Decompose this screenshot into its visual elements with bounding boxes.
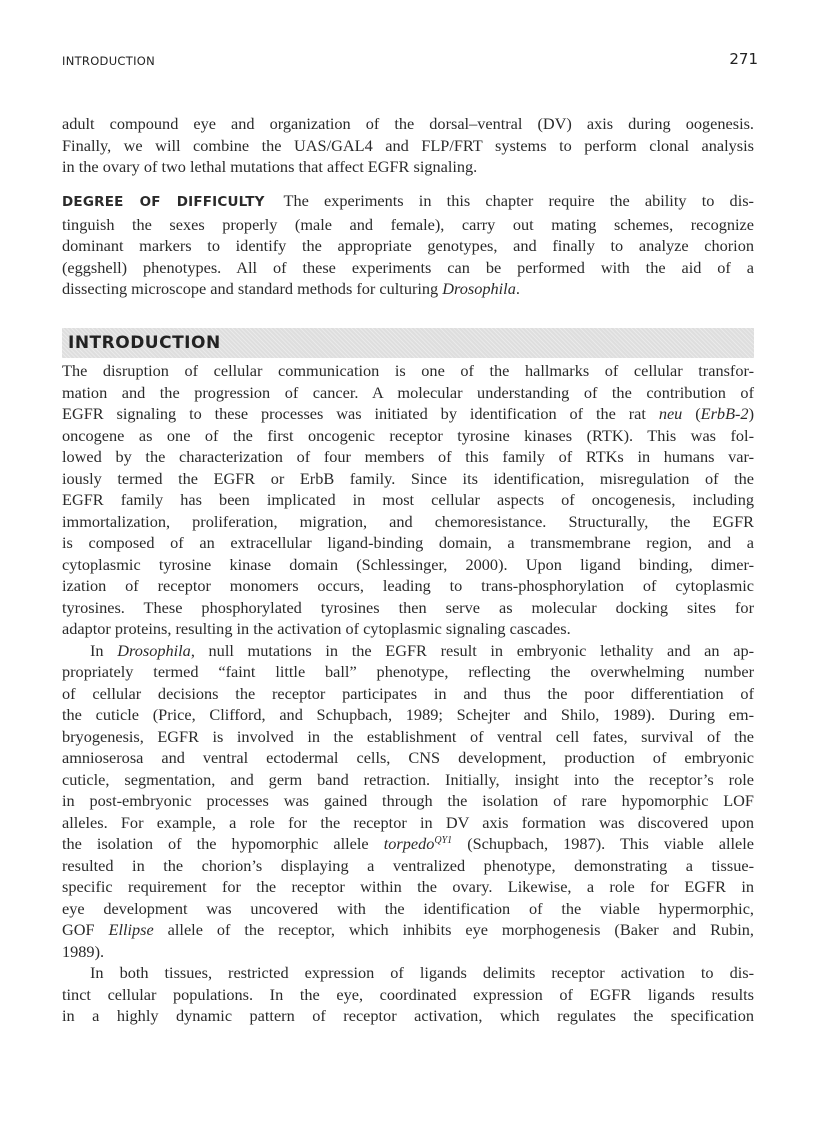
text-span: ( [682,404,701,423]
text-line: specific requirement for the receptor within the ovary. Likewise, a role for EGFR in [62,877,754,896]
text-line: alleles. For example, a role for the receptor in DV axis formation was discovered upon [62,812,754,832]
text-line: in the ovary of two lethal mutations that affect EGFR signaling. [62,157,478,176]
text-line [62,403,754,425]
text-span: (Schupbach, 1987). This viable allele [452,834,754,853]
text-span: , null mutations in the EGFR result in embryonic lethality and an ap- [190,640,755,660]
text-line [62,190,754,214]
text-line: The disruption of cellular communication is one of the hallmarks of cellular transfor- [62,361,754,380]
body-text [62,360,754,1027]
text-line: is composed of an extracellular ligand-binding domain, a transmembrane region, and a [62,533,754,552]
running-head: INTRODUCTION [62,54,156,68]
text-line: (eggshell) phenotypes. All of these experiments can be performed with the aid of a [62,257,754,277]
text-line: in a highly dynamic pattern of receptor activation, which regulates the specification [62,1006,754,1025]
text-line: In both tissues, restricted expression of ligands delimits receptor activation to dis- [90,963,754,982]
text-line: tinct cellular populations. In the eye, coordinated expression of EGFR ligands results [62,984,754,1004]
text-line: eye development was uncovered with the identification of the viable hypermorphic, [62,898,754,918]
text-span: the isolation of the hypomorphic allele [62,834,384,853]
text-line: ization of receptor monomers occurs, leading to trans-phosphorylation of cytoplasmic [62,576,754,595]
text-line: EGFR family has been implicated in most cellular aspects of oncogenesis, including [62,490,754,509]
text-line: Finally, we will combine the UAS/GAL4 and FLP/FRT systems to perform clonal analysis [62,135,754,155]
section-heading: INTRODUCTION [68,333,221,353]
opening-paragraph [62,113,754,178]
text-line: oncogene as one of the first oncogenic receptor tyrosine kinases (RTK). This was fol- [62,425,754,445]
text-line [62,919,754,941]
italic-term: ErbB-2 [700,404,749,423]
text-line [62,640,754,662]
page-number: 271 [729,50,758,68]
text-line: in post-embryonic processes was gained through the isolation of rare hypomorphic LOF [62,791,754,810]
text-span: ) [748,404,754,423]
text-line: tyrosines. These phosphorylated tyrosines then serve as molecular docking sites for [62,597,754,617]
text-line: bryogenesis, EGFR is involved in the establishment of ventral cell fates, survival of the [62,726,754,746]
text-span: EGFR signaling to these processes was initiated by identification of the rat [62,404,659,423]
text-line: mation and the progression of cancer. A molecular understanding of the contribution of [62,382,754,402]
text-line: lowed by the characterization of four members of this family of RTKs in humans var- [62,447,754,466]
section-heading-band [62,328,754,358]
text-line: adult compound eye and organization of the dorsal–ventral (DV) axis during oogenesis. [62,114,754,133]
text-line: of cellular decisions the receptor participates in and thus the poor differentiation of [62,683,754,703]
text-span: dissecting microscope and standard methods for culturing [62,279,439,298]
italic-term: Drosophila [442,279,516,298]
text-line: cuticle, segmentation, and germ band retraction. Initially, insight into the receptor’s role [62,769,754,789]
text-span: . [515,279,520,298]
italic-term: Ellipse [108,920,154,939]
text-line: 1989). [62,941,105,961]
text-span: In [90,640,118,660]
difficulty-label: DEGREE OF DIFFICULTY [62,194,265,210]
text-line: the cuticle (Price, Clifford, and Schupbach, 1989; Schejter and Shilo, 1989). During em- [62,705,754,724]
difficulty-paragraph [62,190,754,300]
text-line: iously termed the EGFR or ErbB family. Since its identification, misregulation of the [62,468,754,488]
text-span: The experiments in this chapter require the ability to dis- [283,191,754,210]
text-line: tinguish the sexes properly (male and female), carry out mating schemes, recognize [62,214,754,234]
text-line: cytoplasmic tyrosine kinase domain (Schlessinger, 2000). Upon ligand binding, dimer- [62,554,754,574]
text-line: adaptor proteins, resulting in the activation of cytoplasmic signaling cascades. [62,619,571,638]
text-span: allele of the receptor, which inhibits eye morphogenesis (Baker and Rubin, [153,920,754,939]
italic-term: Drosophila [117,640,191,660]
text-line: propriately termed “faint little ball” phenotype, reflecting the overwhelming number [62,662,754,681]
text-line: immortalization, proliferation, migration, and chemoresistance. Structurally, the EGFR [62,511,754,531]
italic-term: neu [658,404,683,423]
text-line: dominant markers to identify the appropriate genotypes, and finally to analyze chorion [62,236,754,255]
text-line: amnioserosa and ventral ectodermal cells, CNS development, production of embryonic [62,748,754,767]
text-line [62,278,754,300]
italic-term: torpedo [383,834,435,853]
text-span: GOF [62,920,109,939]
text-line [62,833,754,855]
superscript: QY1 [434,835,453,846]
text-line: resulted in the chorion’s displaying a ventralized phenotype, demonstrating a tissue- [62,855,754,875]
